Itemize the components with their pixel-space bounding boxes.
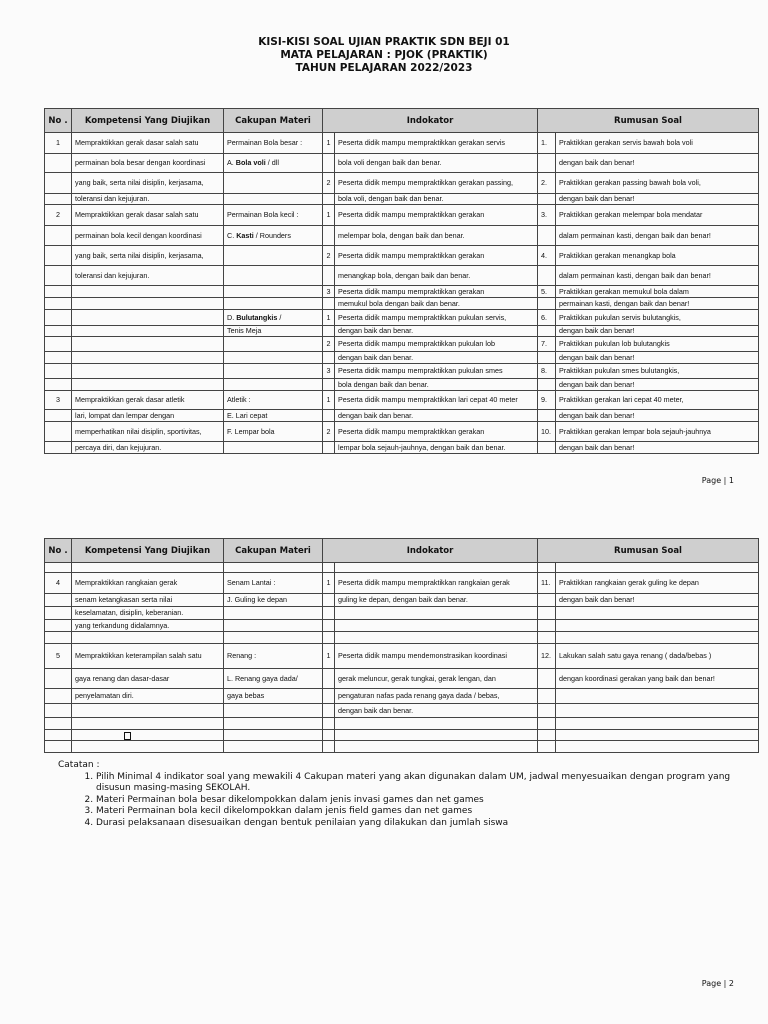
note-item: 4. Durasi pelaksanaan disesuaikan dengan bentuk penilaian yang dilakukan dan jumlah siswa <box>96 818 738 830</box>
cell-kompetensi: yang terkandung didalamnya. <box>72 620 224 632</box>
cell-indikator: bola voli dengan baik dan benar. <box>335 154 538 173</box>
cell-no <box>45 704 72 718</box>
cell-rumusan: Praktikkan gerakan passing bawah bola voli, <box>556 173 759 194</box>
cell-indikator: bola dengan baik dan benar. <box>335 379 538 391</box>
cell-kompetensi: Mempraktikkan rangkaian gerak <box>72 573 224 594</box>
cell-no: 1 <box>45 133 72 154</box>
cell-no: 5 <box>45 644 72 669</box>
cell-rumusan-num <box>538 594 556 607</box>
cell-indikator-num: 1 <box>323 644 335 669</box>
cell-cakupan: E. Lari cepat <box>224 410 323 422</box>
cell-no <box>45 422 72 442</box>
cell-rumusan-num: 5. <box>538 286 556 298</box>
cell-indikator-num: 1 <box>323 391 335 410</box>
cell-rumusan <box>556 704 759 718</box>
cell-rumusan <box>556 689 759 704</box>
table-row <box>45 410 759 422</box>
cell-indikator: Peserta didik mampu mempraktikkan gerakan <box>335 246 538 266</box>
col-cakupan-header: Cakupan Materi <box>224 539 323 563</box>
cell-kompetensi <box>72 563 224 573</box>
cell-indikator: Peserta didik mampu mendemonstrasikan koordinasi <box>335 644 538 669</box>
table-row <box>45 286 759 298</box>
cell-indikator-num <box>323 594 335 607</box>
cell-no <box>45 352 72 364</box>
cell-indikator: dengan baik dan benar. <box>335 704 538 718</box>
cell-no <box>45 620 72 632</box>
cell-cakupan <box>224 620 323 632</box>
notes-list <box>58 772 738 830</box>
cell-indikator-num: 2 <box>323 422 335 442</box>
cell-cakupan: J. Guling ke depan <box>224 594 323 607</box>
cell-indikator: melempar bola, dengan baik dan benar. <box>335 226 538 246</box>
cell-rumusan-num <box>538 718 556 730</box>
note-item: 1. Pilih Minimal 4 indikator soal yang mewakili 4 Cakupan materi yang akan digunakan dalam UM, jadwal menyesuaikan dengan program yang disusun masing-masing SEKOLAH. <box>96 772 738 795</box>
cell-no <box>45 298 72 310</box>
cell-cakupan <box>224 704 323 718</box>
cell-kompetensi <box>72 379 224 391</box>
cell-cakupan: Permainan Bola besar : <box>224 133 323 154</box>
cell-rumusan-num: 2. <box>538 173 556 194</box>
cell-rumusan-num: 9. <box>538 391 556 410</box>
cell-rumusan-num <box>538 410 556 422</box>
cell-kompetensi <box>72 352 224 364</box>
cell-rumusan-num: 12. <box>538 644 556 669</box>
cell-rumusan-num <box>538 442 556 454</box>
table-row <box>45 226 759 246</box>
cell-kompetensi <box>72 632 224 644</box>
cell-indikator-num <box>323 298 335 310</box>
cell-cakupan <box>224 379 323 391</box>
cell-no <box>45 730 72 741</box>
cell-rumusan: dengan baik dan benar! <box>556 194 759 205</box>
cell-indikator-num: 1 <box>323 133 335 154</box>
cell-rumusan-num <box>538 620 556 632</box>
note-item: 3. Materi Permainan bola kecil dikelompokkan dalam jenis field games dan net games <box>96 806 738 818</box>
doc-title: KISI-KISI SOAL UJIAN PRAKTIK SDN BEJI 01 <box>258 36 510 48</box>
cell-cakupan <box>224 563 323 573</box>
cell-rumusan <box>556 607 759 620</box>
table-row <box>45 704 759 718</box>
table-row <box>45 310 759 326</box>
table-row <box>45 154 759 173</box>
cell-indikator-num: 2 <box>323 246 335 266</box>
cell-indikator: dengan baik dan benar. <box>335 352 538 364</box>
cell-rumusan-num <box>538 563 556 573</box>
cell-rumusan <box>556 718 759 730</box>
cell-rumusan-num: 8. <box>538 364 556 379</box>
cell-kompetensi <box>72 704 224 718</box>
cell-indikator: Peserta didik mampu mempraktikkan gerakan <box>335 286 538 298</box>
table-row <box>45 194 759 205</box>
notes-section <box>58 760 738 829</box>
cell-no <box>45 286 72 298</box>
table-row <box>45 352 759 364</box>
cell-rumusan <box>556 563 759 573</box>
table-row <box>45 266 759 286</box>
cell-cakupan: Senam Lantai : <box>224 573 323 594</box>
cell-rumusan-num <box>538 326 556 337</box>
cell-rumusan: Praktikkan pukulan smes bulutangkis, <box>556 364 759 379</box>
cell-rumusan-num <box>538 194 556 205</box>
table-row <box>45 730 759 741</box>
cell-indikator-num <box>323 718 335 730</box>
cell-rumusan: dengan baik dan benar! <box>556 442 759 454</box>
cell-kompetensi <box>72 337 224 352</box>
doc-year: TAHUN PELAJARAN 2022/2023 <box>295 62 473 74</box>
cell-indikator-num: 2 <box>323 173 335 194</box>
cell-no <box>45 194 72 205</box>
cell-cakupan: gaya bebas <box>224 689 323 704</box>
cell-indikator: Peserta didik mampu mempraktikkan pukulan smes <box>335 364 538 379</box>
cell-cakupan <box>224 337 323 352</box>
cell-kompetensi: toleransi dan kejujuran. <box>72 266 224 286</box>
cell-indikator-num: 1 <box>323 310 335 326</box>
table-row <box>45 391 759 410</box>
cell-rumusan-num: 1. <box>538 133 556 154</box>
cell-indikator <box>335 620 538 632</box>
cell-rumusan: Praktikkan pukulan servis bulutangkis, <box>556 310 759 326</box>
cell-cakupan: L. Renang gaya dada/ <box>224 669 323 689</box>
cell-kompetensi <box>72 286 224 298</box>
cell-indikator: gerak meluncur, gerak tungkai, gerak lengan, dan <box>335 669 538 689</box>
cell-kompetensi: keselamatan, disiplin, keberanian. <box>72 607 224 620</box>
cell-rumusan: dalam permainan kasti, dengan baik dan benar! <box>556 266 759 286</box>
cell-rumusan-num <box>538 298 556 310</box>
cell-kompetensi <box>72 310 224 326</box>
page-number-1: Page | 1 <box>701 476 734 485</box>
cell-rumusan-num: 7. <box>538 337 556 352</box>
cell-no: 3 <box>45 391 72 410</box>
cell-rumusan-num: 3. <box>538 205 556 226</box>
cell-kompetensi: toleransi dan kejujuran. <box>72 194 224 205</box>
cell-rumusan: Praktikkan pukulan lob bulutangkis <box>556 337 759 352</box>
cell-indikator: Peserta didik mampu mempraktikkan lari cepat 40 meter <box>335 391 538 410</box>
cell-rumusan-num <box>538 379 556 391</box>
cell-no <box>45 689 72 704</box>
page-number-2: Page | 2 <box>701 979 734 988</box>
col-indikator-header: Indokator <box>323 539 538 563</box>
table-row <box>45 718 759 730</box>
cell-rumusan-num <box>538 226 556 246</box>
cell-indikator: Peserta didik mampu mempraktikkan gerakan servis <box>335 133 538 154</box>
table-row <box>45 442 759 454</box>
cell-kompetensi <box>72 326 224 337</box>
cell-cakupan <box>224 173 323 194</box>
cell-kompetensi: percaya diri, dan kejujuran. <box>72 442 224 454</box>
cell-indikator: guling ke depan, dengan baik dan benar. <box>335 594 538 607</box>
cell-indikator-num <box>323 607 335 620</box>
cell-indikator: dengan baik dan benar. <box>335 410 538 422</box>
cell-no <box>45 337 72 352</box>
cell-cakupan <box>224 246 323 266</box>
cell-rumusan-num: 4. <box>538 246 556 266</box>
cell-indikator-num <box>323 689 335 704</box>
cell-rumusan: permainan kasti, dengan baik dan benar! <box>556 298 759 310</box>
col-no-header: No . <box>45 109 72 133</box>
table-row <box>45 632 759 644</box>
table-row <box>45 607 759 620</box>
cell-indikator-num <box>323 226 335 246</box>
cell-rumusan: Praktikkan gerakan lempar bola sejauh-jauhnya <box>556 422 759 442</box>
cell-kompetensi: Mempraktikkan gerak dasar salah satu <box>72 133 224 154</box>
cell-kompetensi: yang baik, serta nilai disiplin, kerjasama, <box>72 246 224 266</box>
cell-rumusan: Lakukan salah satu gaya renang ( dada/bebas ) <box>556 644 759 669</box>
table-row <box>45 644 759 669</box>
cell-indikator-num: 1 <box>323 205 335 226</box>
cell-indikator-num: 3 <box>323 364 335 379</box>
cell-rumusan-num <box>538 266 556 286</box>
cell-no <box>45 410 72 422</box>
cell-no <box>45 226 72 246</box>
cell-indikator-num <box>323 266 335 286</box>
cell-rumusan: Praktikkan gerakan memukul bola dalam <box>556 286 759 298</box>
cell-indikator: pengaturan nafas pada renang gaya dada / bebas, <box>335 689 538 704</box>
cell-indikator-num <box>323 326 335 337</box>
cell-rumusan-num <box>538 704 556 718</box>
cell-indikator: bola voli, dengan baik dan benar. <box>335 194 538 205</box>
col-indikator-header: Indokator <box>323 109 538 133</box>
cell-no <box>45 326 72 337</box>
cell-cakupan <box>224 607 323 620</box>
cell-rumusan: Praktikkan gerakan lari cepat 40 meter, <box>556 391 759 410</box>
cell-no: 4 <box>45 573 72 594</box>
cell-kompetensi <box>72 364 224 379</box>
cell-rumusan-num: 11. <box>538 573 556 594</box>
cell-indikator-num <box>323 410 335 422</box>
cell-indikator: menangkap bola, dengan baik dan benar. <box>335 266 538 286</box>
cell-no <box>45 741 72 753</box>
cell-rumusan: dengan koordinasi gerakan yang baik dan benar! <box>556 669 759 689</box>
cell-indikator: Peserta didik mampu mempraktikkan gerakan <box>335 205 538 226</box>
table-row <box>45 422 759 442</box>
col-rumusan-header: Rumusan Soal <box>538 109 759 133</box>
cell-indikator: Peserta didik mempu mempraktikkan gerakan passing, <box>335 173 538 194</box>
note-item: 2. Materi Permainan bola besar dikelompokkan dalam jenis invasi games dan net games <box>96 795 738 807</box>
table-row <box>45 741 759 753</box>
col-cakupan-header: Cakupan Materi <box>224 109 323 133</box>
table-row <box>45 205 759 226</box>
table-row <box>45 173 759 194</box>
cell-cakupan <box>224 741 323 753</box>
cell-indikator-num <box>323 632 335 644</box>
cell-rumusan: dengan baik dan benar! <box>556 326 759 337</box>
cell-rumusan: dengan baik dan benar! <box>556 594 759 607</box>
table-row <box>45 594 759 607</box>
table-row <box>45 337 759 352</box>
cell-rumusan-num <box>538 669 556 689</box>
cell-kompetensi: Mempraktikkan keterampilan salah satu <box>72 644 224 669</box>
cell-indikator-num <box>323 563 335 573</box>
table-1-body <box>45 133 759 454</box>
cell-rumusan: Praktikkan gerakan menangkap bola <box>556 246 759 266</box>
cell-cakupan: F. Lempar bola <box>224 422 323 442</box>
col-rumusan-header: Rumusan Soal <box>538 539 759 563</box>
cell-no: 2 <box>45 205 72 226</box>
cell-indikator-num <box>323 620 335 632</box>
cell-indikator: lempar bola sejauh-jauhnya, dengan baik dan benar. <box>335 442 538 454</box>
cell-kompetensi <box>72 718 224 730</box>
cell-kompetensi: yang baik, serta nilai disiplin, kerjasama, <box>72 173 224 194</box>
cell-no <box>45 718 72 730</box>
cell-rumusan-num <box>538 689 556 704</box>
cell-rumusan: dengan baik dan benar! <box>556 154 759 173</box>
cell-no <box>45 442 72 454</box>
kisi-kisi-table-2 <box>44 538 759 753</box>
table-2-body <box>45 563 759 753</box>
cell-rumusan <box>556 620 759 632</box>
cell-indikator <box>335 563 538 573</box>
cell-cakupan: A. Bola voli / dll <box>224 154 323 173</box>
cell-indikator-num <box>323 730 335 741</box>
table-row <box>45 669 759 689</box>
cell-indikator <box>335 607 538 620</box>
cell-kompetensi: lari, lompat dan lempar dengan <box>72 410 224 422</box>
cell-rumusan: dengan baik dan benar! <box>556 410 759 422</box>
cell-kompetensi: memperhatikan nilai disiplin, sportivitas, <box>72 422 224 442</box>
cell-kompetensi <box>72 741 224 753</box>
cell-indikator-num: 1 <box>323 573 335 594</box>
table-row <box>45 364 759 379</box>
cell-kompetensi <box>72 730 224 741</box>
cell-kompetensi: permainan bola kecil dengan koordinasi <box>72 226 224 246</box>
cell-cakupan <box>224 632 323 644</box>
cell-indikator-num <box>323 741 335 753</box>
cell-rumusan <box>556 632 759 644</box>
cell-indikator: Peserta didik mampu mempraktikkan gerakan <box>335 422 538 442</box>
cell-cakupan <box>224 298 323 310</box>
kisi-kisi-table-1 <box>44 108 759 454</box>
cell-indikator-num <box>323 669 335 689</box>
cell-no <box>45 364 72 379</box>
cell-cakupan: Tenis Meja <box>224 326 323 337</box>
cell-indikator <box>335 718 538 730</box>
cell-cakupan <box>224 364 323 379</box>
doc-subject: MATA PELAJARAN : PJOK (PRAKTIK) <box>280 49 488 61</box>
cell-indikator: Peserta didik mampu mempraktikkan pukulan lob <box>335 337 538 352</box>
cell-rumusan-num <box>538 352 556 364</box>
cell-kompetensi: Mempraktikkan gerak dasar atletik <box>72 391 224 410</box>
cell-kompetensi: permainan bola besar dengan koordinasi <box>72 154 224 173</box>
cell-no <box>45 379 72 391</box>
cell-indikator-num <box>323 704 335 718</box>
cell-cakupan <box>224 442 323 454</box>
cell-indikator <box>335 741 538 753</box>
cell-indikator: Peserta didik mampu mempraktikkan pukulan servis, <box>335 310 538 326</box>
col-kompetensi-header: Kompetensi Yang Diujikan <box>72 109 224 133</box>
cell-no <box>45 563 72 573</box>
cell-rumusan-num: 6. <box>538 310 556 326</box>
cell-indikator: dengan baik dan benar. <box>335 326 538 337</box>
cell-indikator: Peserta didik mampu mempraktikkan rangkaian gerak <box>335 573 538 594</box>
cell-no <box>45 266 72 286</box>
cell-cakupan <box>224 352 323 364</box>
cell-rumusan <box>556 741 759 753</box>
cell-no <box>45 173 72 194</box>
cell-indikator-num <box>323 352 335 364</box>
cell-kompetensi: Mempraktikkan gerak dasar salah satu <box>72 205 224 226</box>
table-row <box>45 563 759 573</box>
cell-rumusan: dengan baik dan benar! <box>556 352 759 364</box>
cell-cakupan <box>224 194 323 205</box>
col-no-header: No . <box>45 539 72 563</box>
cell-kompetensi: gaya renang dan dasar-dasar <box>72 669 224 689</box>
cell-rumusan-num <box>538 741 556 753</box>
cell-cakupan: Atletik : <box>224 391 323 410</box>
table-row <box>45 298 759 310</box>
cell-rumusan-num: 10. <box>538 422 556 442</box>
cell-cakupan <box>224 718 323 730</box>
cell-indikator-num <box>323 442 335 454</box>
col-kompetensi-header: Kompetensi Yang Diujikan <box>72 539 224 563</box>
cell-rumusan: dengan baik dan benar! <box>556 379 759 391</box>
notes-heading: Catatan : <box>58 760 100 770</box>
cell-rumusan-num <box>538 730 556 741</box>
cell-indikator <box>335 632 538 644</box>
table-row <box>45 620 759 632</box>
cell-rumusan: Praktikkan gerakan melempar bola mendatar <box>556 205 759 226</box>
cell-indikator-num: 2 <box>323 337 335 352</box>
cell-cakupan <box>224 266 323 286</box>
cell-no <box>45 594 72 607</box>
cell-indikator-num <box>323 154 335 173</box>
cell-kompetensi: senam ketangkasan serta nilai <box>72 594 224 607</box>
cell-indikator <box>335 730 538 741</box>
cell-cakupan: Permainan Bola kecil : <box>224 205 323 226</box>
cell-indikator-num <box>323 379 335 391</box>
cell-indikator-num <box>323 194 335 205</box>
cell-rumusan-num <box>538 154 556 173</box>
cell-no <box>45 632 72 644</box>
table-row <box>45 246 759 266</box>
cell-cakupan: Renang : <box>224 644 323 669</box>
cell-rumusan <box>556 730 759 741</box>
cell-kompetensi: penyelamatan diri. <box>72 689 224 704</box>
cell-no <box>45 669 72 689</box>
cell-cakupan <box>224 730 323 741</box>
cell-rumusan: Praktikkan gerakan servis bawah bola voli <box>556 133 759 154</box>
cell-rumusan-num <box>538 607 556 620</box>
cell-kompetensi <box>72 298 224 310</box>
table-row <box>45 133 759 154</box>
cell-indikator-num: 3 <box>323 286 335 298</box>
cell-rumusan: Praktikkan rangkaian gerak guling ke depan <box>556 573 759 594</box>
cell-rumusan-num <box>538 632 556 644</box>
cell-cakupan <box>224 286 323 298</box>
box-glyph-icon <box>124 727 131 745</box>
cell-no <box>45 607 72 620</box>
cell-indikator: memukul bola dengan baik dan benar. <box>335 298 538 310</box>
cell-cakupan: C. Kasti / Rounders <box>224 226 323 246</box>
table-row <box>45 326 759 337</box>
cell-no <box>45 154 72 173</box>
cell-cakupan: D. Bulutangkis / <box>224 310 323 326</box>
table-row <box>45 573 759 594</box>
cell-no <box>45 310 72 326</box>
table-row <box>45 689 759 704</box>
cell-rumusan: dalam permainan kasti, dengan baik dan benar! <box>556 226 759 246</box>
table-row <box>45 379 759 391</box>
cell-no <box>45 246 72 266</box>
